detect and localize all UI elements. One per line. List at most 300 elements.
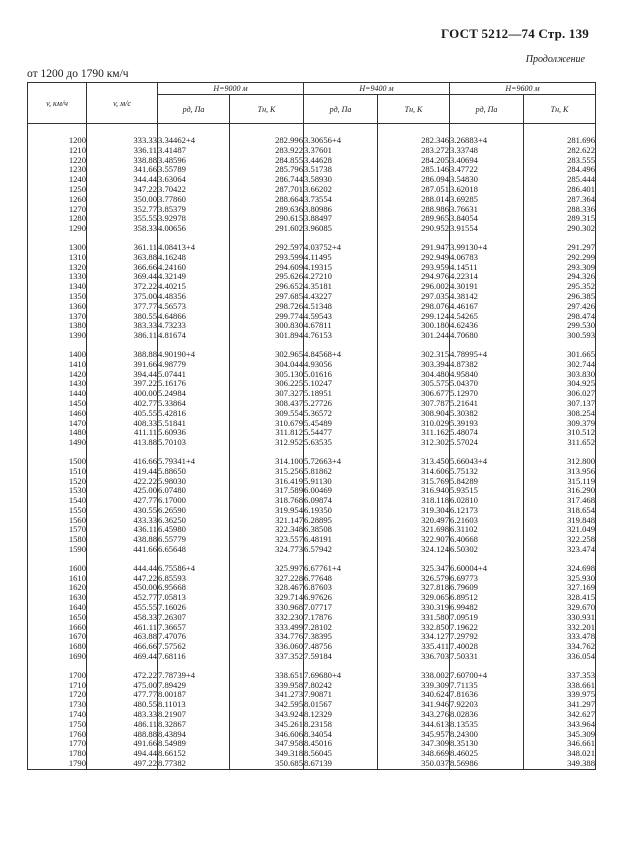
- temperature-9400-cell: 329.065: [378, 593, 450, 603]
- pressure-9000-cell: 4.40215: [158, 282, 230, 292]
- pressure-9000-cell: 8.77382: [158, 759, 230, 769]
- pressure-9600-cell: 4.62436: [450, 321, 524, 331]
- speed-ms-cell: 372.22: [87, 282, 158, 292]
- speed-ms-cell: 347.22: [87, 185, 158, 195]
- temperature-9600-cell: 345.309: [524, 730, 596, 740]
- pressure-9400-cell: 8.12329: [304, 710, 378, 720]
- pressure-9600-cell: 4.30191: [450, 282, 524, 292]
- speed-kmh-cell: 1560: [28, 516, 87, 526]
- temperature-9600-cell: 334.762: [524, 642, 596, 652]
- pressure-9600-cell: 3.84054: [450, 214, 524, 224]
- pressure-9400-cell: 6.87603: [304, 583, 378, 593]
- speed-kmh-cell: 1780: [28, 749, 87, 759]
- pressure-9000-cell: 5.33864: [158, 399, 230, 409]
- pressure-9000-cell: 3.85379: [158, 205, 230, 215]
- pressure-9600-cell: 7.60700+4: [450, 671, 524, 681]
- pressure-9600-cell: 8.46025: [450, 749, 524, 759]
- pressure-9600-cell: 7.71135: [450, 681, 524, 691]
- speed-ms-cell: 422.22: [87, 477, 158, 487]
- pressure-9600-cell: 7.81636: [450, 690, 524, 700]
- temperature-9400-cell: 299.124: [378, 312, 450, 322]
- temperature-9400-cell: 318.118: [378, 496, 450, 506]
- speed-kmh-cell: 1290: [28, 224, 87, 234]
- pressure-9400-cell: 7.38395: [304, 632, 378, 642]
- speed-ms-cell: 344.44: [87, 175, 158, 185]
- pressure-9400-cell: 5.81862: [304, 467, 378, 477]
- pressure-9600-cell: 4.54265: [450, 312, 524, 322]
- temperature-9600-cell: 307.137: [524, 399, 596, 409]
- pressure-9400-cell: 4.93056: [304, 360, 378, 370]
- speed-ms-cell: 377.77: [87, 302, 158, 312]
- header-v-ms: v, м/с: [87, 83, 158, 124]
- temperature-9600-cell: 317.468: [524, 496, 596, 506]
- pressure-9400-cell: 5.27726: [304, 399, 378, 409]
- speed-ms-cell: 388.88: [87, 350, 158, 360]
- pressure-9000-cell: 4.48356: [158, 292, 230, 302]
- temperature-9600-cell: 332.201: [524, 623, 596, 633]
- speed-ms-cell: 475.00: [87, 681, 158, 691]
- speed-kmh-cell: 1510: [28, 467, 87, 477]
- pressure-9600-cell: 7.40028: [450, 642, 524, 652]
- temperature-9000-cell: 295.626: [230, 272, 304, 282]
- header-altitude-9400: H=9400 м: [304, 83, 450, 95]
- speed-kmh-cell: 1330: [28, 272, 87, 282]
- speed-ms-cell: 366.66: [87, 263, 158, 273]
- pressure-9000-cell: 4.32149: [158, 272, 230, 282]
- temperature-9600-cell: 286.401: [524, 185, 596, 195]
- speed-ms-cell: 413.88: [87, 438, 158, 448]
- temperature-9600-cell: 324.698: [524, 564, 596, 574]
- temperature-9000-cell: 290.615: [230, 214, 304, 224]
- pressure-9000-cell: 4.98779: [158, 360, 230, 370]
- speed-kmh-cell: 1490: [28, 438, 87, 448]
- temperature-9000-cell: 350.685: [230, 759, 304, 769]
- temperature-9000-cell: 289.636: [230, 205, 304, 215]
- pressure-9600-cell: 6.31102: [450, 525, 524, 535]
- temperature-9400-cell: 319.304: [378, 506, 450, 516]
- pressure-9000-cell: 6.36250: [158, 516, 230, 526]
- temperature-9400-cell: 287.051: [378, 185, 450, 195]
- pressure-9400-cell: 3.58930: [304, 175, 378, 185]
- temperature-9000-cell: 309.554: [230, 409, 304, 419]
- speed-ms-cell: 352.77: [87, 205, 158, 215]
- temperature-9600-cell: 349.388: [524, 759, 596, 769]
- speed-kmh-cell: 1700: [28, 671, 87, 681]
- temperature-9000-cell: 341.273: [230, 690, 304, 700]
- temperature-9000-cell: 327.228: [230, 574, 304, 584]
- speed-ms-cell: 411.11: [87, 428, 158, 438]
- pressure-9600-cell: 7.09519: [450, 613, 524, 623]
- temperature-9400-cell: 311.162: [378, 428, 450, 438]
- pressure-9000-cell: 7.26307: [158, 613, 230, 623]
- speed-kmh-cell: 1540: [28, 496, 87, 506]
- pressure-9600-cell: 5.04370: [450, 379, 524, 389]
- pressure-9000-cell: 6.65648: [158, 545, 230, 555]
- temperature-9000-cell: 319.954: [230, 506, 304, 516]
- pressure-9600-cell: 3.33748: [450, 146, 524, 156]
- pressure-9000-cell: 5.16176: [158, 379, 230, 389]
- temperature-9400-cell: 306.677: [378, 389, 450, 399]
- pressure-9000-cell: 6.95668: [158, 583, 230, 593]
- speed-ms-cell: 386.11: [87, 331, 158, 341]
- pressure-9600-cell: 6.89512: [450, 593, 524, 603]
- pressure-9600-cell: 7.29792: [450, 632, 524, 642]
- pressure-9600-cell: 3.76631: [450, 205, 524, 215]
- pressure-9000-cell: 8.21907: [158, 710, 230, 720]
- temperature-9000-cell: 308.437: [230, 399, 304, 409]
- pressure-9000-cell: 8.66152: [158, 749, 230, 759]
- temperature-9000-cell: 312.952: [230, 438, 304, 448]
- temperature-9400-cell: 334.127: [378, 632, 450, 642]
- temperature-9000-cell: 293.599: [230, 253, 304, 263]
- temperature-9600-cell: 292.299: [524, 253, 596, 263]
- temperature-9600-cell: 282.622: [524, 146, 596, 156]
- temperature-9600-cell: 333.478: [524, 632, 596, 642]
- speed-ms-cell: 425.00: [87, 486, 158, 496]
- speed-ms-cell: 361.11: [87, 243, 158, 253]
- temperature-9400-cell: 331.580: [378, 613, 450, 623]
- temperature-9400-cell: 298.076: [378, 302, 450, 312]
- temperature-9400-cell: 340.624: [378, 690, 450, 700]
- speed-kmh-cell: 1680: [28, 642, 87, 652]
- speed-ms-cell: 450.00: [87, 583, 158, 593]
- pressure-9400-cell: 5.45489: [304, 419, 378, 429]
- temperature-9600-cell: 302.744: [524, 360, 596, 370]
- table-row: [28, 545, 596, 555]
- pressure-9400-cell: 8.67139: [304, 759, 378, 769]
- pressure-9400-cell: 6.38508: [304, 525, 378, 535]
- speed-kmh-cell: 1460: [28, 409, 87, 419]
- pressure-9600-cell: 5.21641: [450, 399, 524, 409]
- pressure-9400-cell: 7.48756: [304, 642, 378, 652]
- speed-kmh-cell: 1550: [28, 506, 87, 516]
- pressure-9400-cell: 3.66202: [304, 185, 378, 195]
- speed-kmh-cell: 1620: [28, 583, 87, 593]
- speed-ms-cell: 358.33: [87, 224, 158, 234]
- temperature-9600-cell: 316.290: [524, 486, 596, 496]
- pressure-9400-cell: 5.63535: [304, 438, 378, 448]
- temperature-9600-cell: 308.254: [524, 409, 596, 419]
- pressure-9600-cell: 8.35130: [450, 739, 524, 749]
- temperature-9000-cell: 339.958: [230, 681, 304, 691]
- temperature-9400-cell: 285.146: [378, 165, 450, 175]
- temperature-9000-cell: 285.796: [230, 165, 304, 175]
- pressure-9600-cell: 3.26883+4: [450, 136, 524, 146]
- pressure-9600-cell: 4.22314: [450, 272, 524, 282]
- speed-kmh-cell: 1370: [28, 312, 87, 322]
- pressure-9400-cell: 8.23158: [304, 720, 378, 730]
- pressure-9600-cell: 5.48074: [450, 428, 524, 438]
- header-altitude-9000: H=9000 м: [158, 83, 304, 95]
- temperature-9400-cell: 291.947: [378, 243, 450, 253]
- temperature-9600-cell: 300.593: [524, 331, 596, 341]
- temperature-9600-cell: 348.021: [524, 749, 596, 759]
- temperature-9400-cell: 348.669: [378, 749, 450, 759]
- speed-kmh-cell: 1230: [28, 165, 87, 175]
- speed-kmh-cell: 1200: [28, 136, 87, 146]
- table-row: [28, 224, 596, 234]
- speed-ms-cell: 402.77: [87, 399, 158, 409]
- temperature-9400-cell: 316.940: [378, 486, 450, 496]
- temperature-9600-cell: 301.665: [524, 350, 596, 360]
- pressure-9600-cell: 5.93515: [450, 486, 524, 496]
- pressure-9400-cell: 7.80242: [304, 681, 378, 691]
- pressure-9600-cell: 3.69285: [450, 195, 524, 205]
- temperature-9400-cell: 301.244: [378, 331, 450, 341]
- temperature-9400-cell: 286.094: [378, 175, 450, 185]
- temperature-9400-cell: 314.606: [378, 467, 450, 477]
- temperature-9600-cell: 319.848: [524, 516, 596, 526]
- continuation-label: Продолжение: [525, 54, 585, 65]
- temperature-9000-cell: 304.044: [230, 360, 304, 370]
- pressure-9600-cell: 4.14511: [450, 263, 524, 273]
- temperature-9600-cell: 325.930: [524, 574, 596, 584]
- temperature-9600-cell: 315.119: [524, 477, 596, 487]
- temperature-9400-cell: 320.497: [378, 516, 450, 526]
- temperature-9000-cell: 347.958: [230, 739, 304, 749]
- speed-kmh-cell: 1600: [28, 564, 87, 574]
- pressure-9000-cell: 8.11013: [158, 700, 230, 710]
- speed-kmh-cell: 1280: [28, 214, 87, 224]
- speed-ms-cell: 469.44: [87, 652, 158, 662]
- pressure-9000-cell: 7.05813: [158, 593, 230, 603]
- temperature-9000-cell: 294.609: [230, 263, 304, 273]
- speed-kmh-cell: 1240: [28, 175, 87, 185]
- speed-kmh-cell: 1390: [28, 331, 87, 341]
- temperature-9600-cell: 309.379: [524, 419, 596, 429]
- temperature-9400-cell: 312.302: [378, 438, 450, 448]
- temperature-9000-cell: 306.225: [230, 379, 304, 389]
- speed-ms-cell: 363.88: [87, 253, 158, 263]
- temperature-9600-cell: 336.054: [524, 652, 596, 662]
- temperature-9400-cell: 283.272: [378, 146, 450, 156]
- pressure-9000-cell: 4.73233: [158, 321, 230, 331]
- pressure-9400-cell: 4.76153: [304, 331, 378, 341]
- pressure-9600-cell: 6.50302: [450, 545, 524, 555]
- temperature-9600-cell: 281.696: [524, 136, 596, 146]
- speed-ms-cell: 375.00: [87, 292, 158, 302]
- speed-kmh-cell: 1610: [28, 574, 87, 584]
- pressure-9600-cell: 3.99130+4: [450, 243, 524, 253]
- temperature-9600-cell: 328.415: [524, 593, 596, 603]
- temperature-9000-cell: 288.664: [230, 195, 304, 205]
- speed-kmh-cell: 1360: [28, 302, 87, 312]
- temperature-9400-cell: 350.037: [378, 759, 450, 769]
- speed-kmh-cell: 1440: [28, 389, 87, 399]
- speed-ms-cell: 419.44: [87, 467, 158, 477]
- speed-ms-cell: 394.44: [87, 370, 158, 380]
- pressure-9000-cell: 7.78739+4: [158, 671, 230, 681]
- speed-kmh-cell: 1300: [28, 243, 87, 253]
- temperature-9400-cell: 313.450: [378, 457, 450, 467]
- temperature-9000-cell: 333.499: [230, 623, 304, 633]
- speed-ms-cell: 400.00: [87, 389, 158, 399]
- speed-kmh-cell: 1640: [28, 603, 87, 613]
- speed-ms-cell: 427.77: [87, 496, 158, 506]
- temperature-9600-cell: 297.426: [524, 302, 596, 312]
- pressure-9000-cell: 5.42816: [158, 409, 230, 419]
- pressure-9400-cell: 6.28895: [304, 516, 378, 526]
- pressure-9400-cell: 4.27210: [304, 272, 378, 282]
- temperature-9600-cell: 343.964: [524, 720, 596, 730]
- pressure-9400-cell: 6.57942: [304, 545, 378, 555]
- temperature-9000-cell: 342.595: [230, 700, 304, 710]
- speed-ms-cell: 369.44: [87, 272, 158, 282]
- temperature-9600-cell: 295.352: [524, 282, 596, 292]
- speed-kmh-cell: 1720: [28, 690, 87, 700]
- speed-kmh-cell: 1760: [28, 730, 87, 740]
- temperature-9000-cell: 282.996: [230, 136, 304, 146]
- temperature-9000-cell: 299.774: [230, 312, 304, 322]
- speed-kmh-cell: 1570: [28, 525, 87, 535]
- pressure-9600-cell: 5.39193: [450, 419, 524, 429]
- temperature-9600-cell: 294.326: [524, 272, 596, 282]
- speed-ms-cell: 383.33: [87, 321, 158, 331]
- pressure-9000-cell: 4.81674: [158, 331, 230, 341]
- pressure-9000-cell: 8.43894: [158, 730, 230, 740]
- speed-ms-cell: 438.88: [87, 535, 158, 545]
- pressure-9000-cell: 4.00656: [158, 224, 230, 234]
- speed-ms-cell: 380.55: [87, 312, 158, 322]
- temperature-9600-cell: 341.297: [524, 700, 596, 710]
- speed-kmh-cell: 1470: [28, 419, 87, 429]
- pressure-9400-cell: 8.01567: [304, 700, 378, 710]
- speed-ms-cell: 416.66: [87, 457, 158, 467]
- pressure-9400-cell: 7.17876: [304, 613, 378, 623]
- pressure-9600-cell: 3.54830: [450, 175, 524, 185]
- temperature-9000-cell: 298.726: [230, 302, 304, 312]
- speed-ms-cell: 483.33: [87, 710, 158, 720]
- temperature-9000-cell: 330.968: [230, 603, 304, 613]
- table-row: [28, 759, 596, 769]
- pressure-9000-cell: 6.26590: [158, 506, 230, 516]
- temperature-9000-cell: 329.714: [230, 593, 304, 603]
- temperature-9400-cell: 347.309: [378, 739, 450, 749]
- speed-kmh-cell: 1450: [28, 399, 87, 409]
- speed-kmh-cell: 1710: [28, 681, 87, 691]
- temperature-9400-cell: 325.347: [378, 564, 450, 574]
- speed-kmh-cell: 1250: [28, 185, 87, 195]
- header-pressure: pд, Па: [304, 95, 378, 124]
- pressure-9400-cell: 7.28102: [304, 623, 378, 633]
- pressure-9000-cell: 3.48596: [158, 156, 230, 166]
- speed-ms-cell: 333.33: [87, 136, 158, 146]
- pressure-9600-cell: 4.87382: [450, 360, 524, 370]
- pressure-9000-cell: 4.90190+4: [158, 350, 230, 360]
- temperature-9000-cell: 334.776: [230, 632, 304, 642]
- temperature-9400-cell: 289.965: [378, 214, 450, 224]
- temperature-9400-cell: 335.411: [378, 642, 450, 652]
- temperature-9600-cell: 299.530: [524, 321, 596, 331]
- pressure-9600-cell: 6.69773: [450, 574, 524, 584]
- speed-ms-cell: 472.22: [87, 671, 158, 681]
- temperature-9400-cell: 324.124: [378, 545, 450, 555]
- pressure-9000-cell: 3.41487: [158, 146, 230, 156]
- temperature-9600-cell: 318.654: [524, 506, 596, 516]
- table-row: [28, 652, 596, 662]
- temperature-9000-cell: 325.997: [230, 564, 304, 574]
- pressure-9000-cell: 5.98030: [158, 477, 230, 487]
- temperature-9600-cell: 296.385: [524, 292, 596, 302]
- temperature-9000-cell: 302.965: [230, 350, 304, 360]
- pressure-9000-cell: 7.47076: [158, 632, 230, 642]
- temperature-9400-cell: 302.315: [378, 350, 450, 360]
- temperature-9000-cell: 316.419: [230, 477, 304, 487]
- header-pressure: pд, Па: [450, 95, 524, 124]
- speed-ms-cell: 436.11: [87, 525, 158, 535]
- temperature-9600-cell: 291.297: [524, 243, 596, 253]
- pressure-9000-cell: 5.88650: [158, 467, 230, 477]
- temperature-9400-cell: 326.579: [378, 574, 450, 584]
- pressure-9600-cell: 4.38142: [450, 292, 524, 302]
- pressure-9600-cell: 5.30382: [450, 409, 524, 419]
- pressure-9400-cell: 6.97626: [304, 593, 378, 603]
- pressure-9000-cell: 4.56573: [158, 302, 230, 312]
- pressure-9400-cell: 3.37601: [304, 146, 378, 156]
- speed-kmh-cell: 1580: [28, 535, 87, 545]
- temperature-9600-cell: 298.474: [524, 312, 596, 322]
- temperature-9400-cell: 336.703: [378, 652, 450, 662]
- speed-kmh-cell: 1260: [28, 195, 87, 205]
- temperature-9000-cell: 349.318: [230, 749, 304, 759]
- speed-ms-cell: 458.33: [87, 613, 158, 623]
- pressure-9000-cell: 3.92978: [158, 214, 230, 224]
- temperature-9600-cell: 311.652: [524, 438, 596, 448]
- pressure-9400-cell: 6.19350: [304, 506, 378, 516]
- speed-kmh-cell: 1770: [28, 739, 87, 749]
- pressure-9000-cell: 3.63064: [158, 175, 230, 185]
- temperature-9400-cell: 297.035: [378, 292, 450, 302]
- pressure-9600-cell: 5.57024: [450, 438, 524, 448]
- pressure-9000-cell: 3.77860: [158, 195, 230, 205]
- pressure-9600-cell: 3.40694: [450, 156, 524, 166]
- pressure-9400-cell: 8.56045: [304, 749, 378, 759]
- speed-kmh-cell: 1660: [28, 623, 87, 633]
- temperature-9600-cell: 342.627: [524, 710, 596, 720]
- speed-ms-cell: 341.66: [87, 165, 158, 175]
- temperature-9000-cell: 336.060: [230, 642, 304, 652]
- pressure-9400-cell: 6.77648: [304, 574, 378, 584]
- header-temperature: Tн, К: [378, 95, 450, 124]
- pressure-9600-cell: 5.75132: [450, 467, 524, 477]
- pressure-9000-cell: 6.55779: [158, 535, 230, 545]
- pressure-9600-cell: 3.62018: [450, 185, 524, 195]
- temperature-9000-cell: 322.348: [230, 525, 304, 535]
- temperature-9600-cell: 323.474: [524, 545, 596, 555]
- temperature-9400-cell: 284.205: [378, 156, 450, 166]
- temperature-9600-cell: 284.496: [524, 165, 596, 175]
- speed-kmh-cell: 1430: [28, 379, 87, 389]
- temperature-9000-cell: 323.557: [230, 535, 304, 545]
- temperature-9400-cell: 294.976: [378, 272, 450, 282]
- pressure-9000-cell: 7.68116: [158, 652, 230, 662]
- speed-ms-cell: 455.55: [87, 603, 158, 613]
- temperature-9400-cell: 296.002: [378, 282, 450, 292]
- temperature-9600-cell: 287.364: [524, 195, 596, 205]
- pressure-9400-cell: 7.07717: [304, 603, 378, 613]
- temperature-9400-cell: 290.952: [378, 224, 450, 234]
- temperature-9600-cell: 339.975: [524, 690, 596, 700]
- pressure-9000-cell: 8.00187: [158, 690, 230, 700]
- pressure-9600-cell: 4.95840: [450, 370, 524, 380]
- speed-kmh-cell: 1650: [28, 613, 87, 623]
- speed-ms-cell: 350.00: [87, 195, 158, 205]
- pressure-9400-cell: 4.59543: [304, 312, 378, 322]
- temperature-9000-cell: 332.230: [230, 613, 304, 623]
- temperature-9600-cell: 312.800: [524, 457, 596, 467]
- speed-ms-cell: 355.55: [87, 214, 158, 224]
- temperature-9000-cell: 324.773: [230, 545, 304, 555]
